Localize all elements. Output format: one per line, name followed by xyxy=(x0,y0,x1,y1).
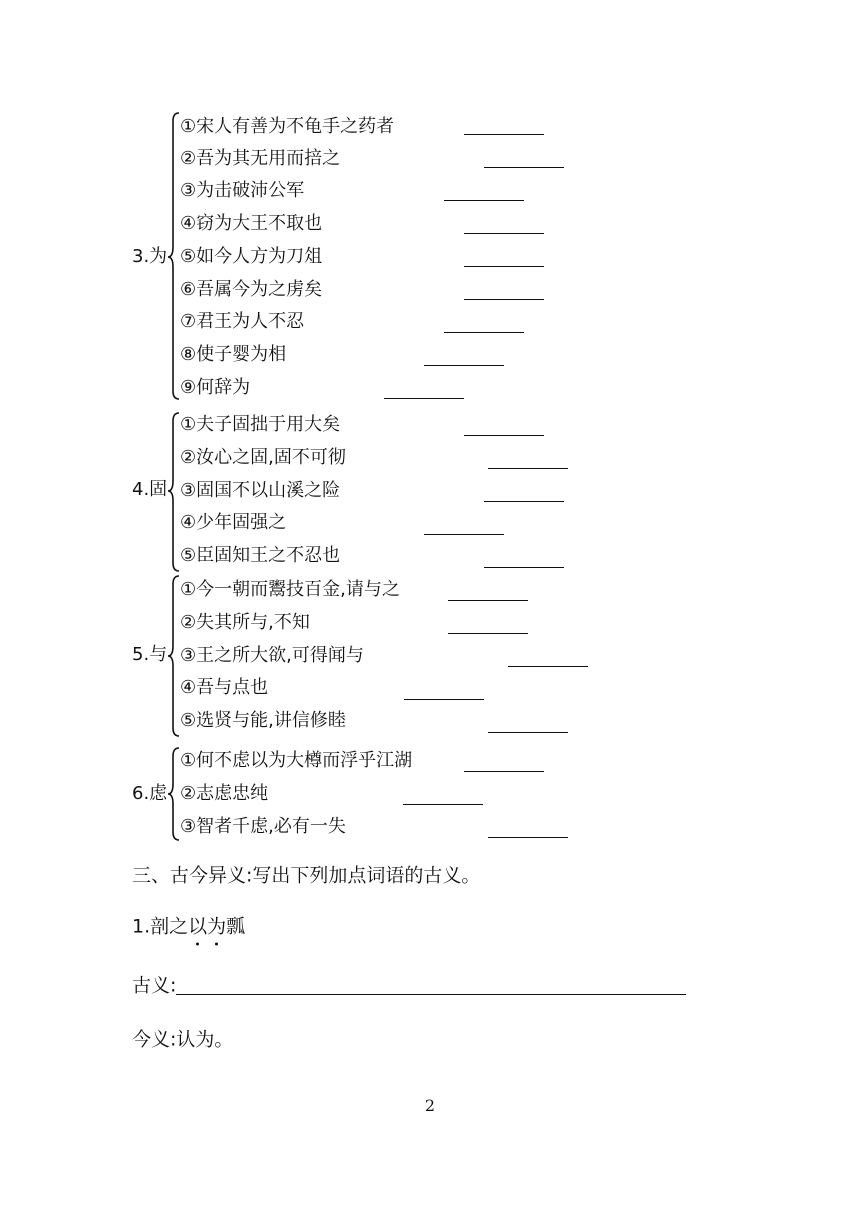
list-item: ②吾为其无用而掊之 xyxy=(180,148,341,169)
answer-blank[interactable] xyxy=(484,167,564,168)
gu-answer-line[interactable] xyxy=(176,994,686,995)
list-item: ③为击破沛公军 xyxy=(180,180,305,201)
list-item: ①今一朝而鬻技百金,请与之 xyxy=(180,579,400,600)
list-item: ①宋人有善为不龟手之药者 xyxy=(180,116,395,137)
list-item: ⑧使子婴为相 xyxy=(180,344,287,365)
gu-label: 古义: xyxy=(132,974,177,997)
brace xyxy=(167,411,181,573)
page-number: 2 xyxy=(424,1096,436,1115)
list-item: ③王之所大欲,可得闻与 xyxy=(180,645,364,666)
list-item: ③固国不以山溪之险 xyxy=(180,480,341,501)
answer-blank[interactable] xyxy=(464,299,544,300)
group-label: 5.与 xyxy=(132,644,168,665)
jin-meaning: 今义:认为。 xyxy=(132,1028,234,1051)
question-text xyxy=(132,915,246,938)
answer-blank[interactable] xyxy=(464,435,544,436)
list-item: ⑥吾属今为之虏矣 xyxy=(180,279,323,300)
list-item: ④少年固强之 xyxy=(180,512,287,533)
question-suffix: 瓢 xyxy=(226,915,246,938)
answer-blank[interactable] xyxy=(484,567,564,568)
group-label: 3.为 xyxy=(132,246,168,267)
list-item: ⑤臣固知王之不忍也 xyxy=(180,545,341,566)
list-item: ③智者千虑,必有一失 xyxy=(180,816,346,837)
list-item: ④窃为大王不取也 xyxy=(180,213,323,234)
list-item: ②失其所与,不知 xyxy=(180,612,310,633)
question-prefix: 1.剖之 xyxy=(132,915,189,938)
answer-blank[interactable] xyxy=(424,365,504,366)
list-item: ①夫子固拙于用大矣 xyxy=(180,414,341,435)
list-item: ⑤如今人方为刀俎 xyxy=(180,246,323,267)
group-label: 4.固 xyxy=(132,479,168,500)
group-label: 6.虑 xyxy=(132,783,168,804)
answer-blank[interactable] xyxy=(464,134,544,135)
list-item: ②志虑忠纯 xyxy=(180,783,269,804)
emphasized-char: 以 xyxy=(188,915,208,938)
answer-blank[interactable] xyxy=(464,233,544,234)
list-item: ①何不虑以为大樽而浮乎江湖 xyxy=(180,750,413,771)
list-item: ④吾与点也 xyxy=(180,677,269,698)
answer-blank[interactable] xyxy=(424,534,504,535)
brace xyxy=(167,746,181,842)
list-item: ⑨何辞为 xyxy=(180,377,251,398)
list-item: ⑤选贤与能,讲信修睦 xyxy=(180,710,346,731)
answer-blank[interactable] xyxy=(464,771,544,772)
answer-blank[interactable] xyxy=(464,266,544,267)
emphasized-char: 为 xyxy=(207,915,227,938)
answer-blank[interactable] xyxy=(448,633,528,634)
list-item: ②汝心之固,固不可彻 xyxy=(180,447,346,468)
section-heading: 三、古今异义:写出下列加点词语的古义。 xyxy=(132,864,481,887)
answer-blank[interactable] xyxy=(488,468,568,469)
answer-blank[interactable] xyxy=(488,732,568,733)
answer-blank[interactable] xyxy=(484,501,564,502)
brace xyxy=(167,111,181,401)
answer-blank[interactable] xyxy=(508,666,588,667)
answer-blank[interactable] xyxy=(444,332,524,333)
answer-blank[interactable] xyxy=(488,837,568,838)
answer-blank[interactable] xyxy=(448,600,528,601)
answer-blank[interactable] xyxy=(403,804,483,805)
list-item: ⑦君王为人不忍 xyxy=(180,311,305,332)
brace xyxy=(167,574,181,738)
answer-blank[interactable] xyxy=(444,200,524,201)
answer-blank[interactable] xyxy=(404,699,484,700)
answer-blank[interactable] xyxy=(384,398,464,399)
